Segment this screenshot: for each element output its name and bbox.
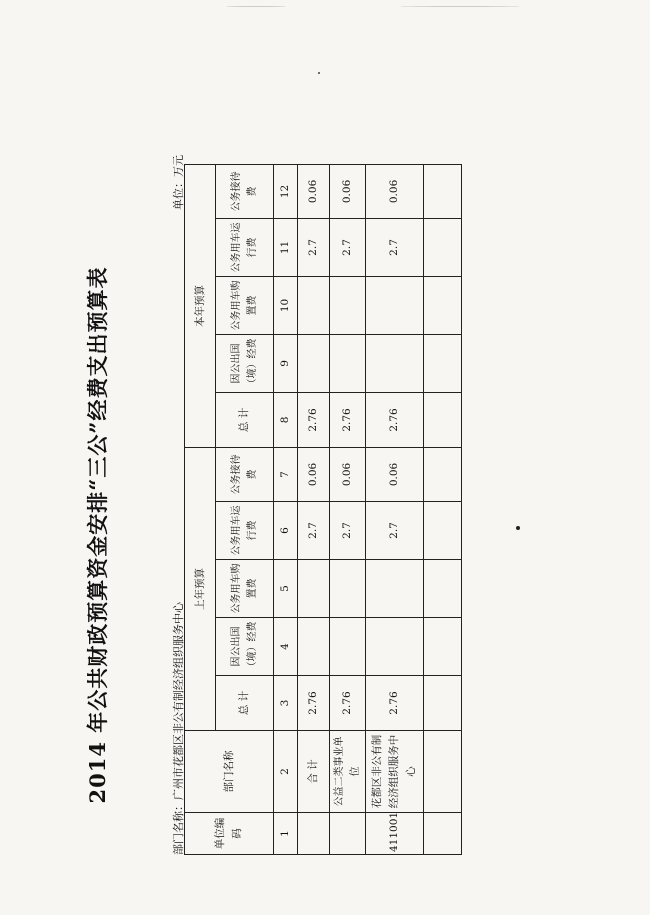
scan-edge-mark xyxy=(226,6,286,7)
col-number: 10 xyxy=(274,276,298,334)
department-label: 部门名称：广州市花都区非公有制经济组织服务中心 xyxy=(172,602,185,855)
col-number: 12 xyxy=(274,164,298,218)
cell-prev-total: 2.76 xyxy=(298,676,330,731)
cell-this-purchase xyxy=(298,276,330,334)
cell-this-total: 2.76 xyxy=(330,392,366,447)
col-number: 8 xyxy=(274,392,298,447)
cell-this-abroad xyxy=(366,334,424,392)
header-code: 单位编码 xyxy=(185,813,274,855)
cell-this-purchase xyxy=(424,276,462,334)
cell-this-abroad xyxy=(424,334,462,392)
cell-this-abroad xyxy=(298,334,330,392)
cell-name: 公益二类事业单位 xyxy=(330,731,366,813)
header-this-year: 本年预算 xyxy=(185,164,216,447)
header-row-1 xyxy=(185,164,216,854)
header-this-reception: 公务接待费 xyxy=(216,164,274,218)
col-number: 6 xyxy=(274,502,298,560)
cell-this-total: 2.76 xyxy=(298,392,330,447)
cell-prev-operation: 2.7 xyxy=(330,502,366,560)
header-this-total: 总 计 xyxy=(216,392,274,447)
header-this-abroad: 因公出国（境）经费 xyxy=(216,334,274,392)
col-number: 11 xyxy=(274,218,298,276)
col-number: 2 xyxy=(274,731,298,813)
cell-prev-abroad xyxy=(330,618,366,676)
unit-label: 单位：万元 xyxy=(172,155,185,210)
col-number: 1 xyxy=(274,813,298,855)
cell-prev-abroad xyxy=(424,618,462,676)
cell-prev-operation: 2.7 xyxy=(366,502,424,560)
header-prev-car-purchase: 公务用车购置费 xyxy=(216,560,274,618)
cell-prev-total: 2.76 xyxy=(330,676,366,731)
cell-prev-reception xyxy=(424,447,462,501)
column-number-row xyxy=(274,164,298,854)
cell-this-reception: 0.06 xyxy=(330,164,366,218)
cell-prev-operation xyxy=(424,502,462,560)
cell-prev-total: 2.76 xyxy=(366,676,424,731)
cell-prev-purchase xyxy=(330,560,366,618)
cell-code xyxy=(330,813,366,855)
table-row xyxy=(298,164,330,854)
scan-edge-mark xyxy=(400,6,520,7)
cell-prev-reception: 0.06 xyxy=(330,447,366,501)
cell-prev-purchase xyxy=(424,560,462,618)
cell-this-abroad xyxy=(330,334,366,392)
col-number: 9 xyxy=(274,334,298,392)
col-number: 7 xyxy=(274,447,298,501)
scan-speck xyxy=(516,526,520,530)
cell-name: 花都区非公有制经济组织服务中心 xyxy=(366,731,424,813)
budget-table xyxy=(184,164,462,855)
cell-prev-abroad xyxy=(366,618,424,676)
table-row xyxy=(424,164,462,854)
cell-this-operation xyxy=(424,218,462,276)
cell-name xyxy=(424,731,462,813)
cell-code xyxy=(298,813,330,855)
document-title: 2014 年公共财政预算资金安排“三公”经费支出预算表 xyxy=(85,266,110,804)
header-this-car-purchase: 公务用车购置费 xyxy=(216,276,274,334)
cell-this-total: 2.76 xyxy=(366,392,424,447)
cell-this-operation: 2.7 xyxy=(330,218,366,276)
cell-this-purchase xyxy=(366,276,424,334)
header-prev-year: 上年预算 xyxy=(185,447,216,730)
col-number: 5 xyxy=(274,560,298,618)
cell-prev-reception: 0.06 xyxy=(366,447,424,501)
table-row xyxy=(366,164,424,854)
cell-this-reception: 0.06 xyxy=(298,164,330,218)
header-prev-car-operation: 公务用车运行费 xyxy=(216,502,274,560)
cell-prev-abroad xyxy=(298,618,330,676)
rotated-document xyxy=(82,155,522,915)
table-row xyxy=(330,164,366,854)
cell-prev-total xyxy=(424,676,462,731)
cell-prev-operation: 2.7 xyxy=(298,502,330,560)
header-prev-total: 总 计 xyxy=(216,676,274,731)
cell-code xyxy=(424,813,462,855)
cell-prev-reception: 0.06 xyxy=(298,447,330,501)
scan-speck xyxy=(318,72,320,74)
col-number: 3 xyxy=(274,676,298,731)
header-prev-reception: 公务接待费 xyxy=(216,447,274,501)
cell-this-operation: 2.7 xyxy=(298,218,330,276)
cell-name: 合 计 xyxy=(298,731,330,813)
cell-this-reception: 0.06 xyxy=(366,164,424,218)
cell-this-total xyxy=(424,392,462,447)
header-name: 部门名称 xyxy=(185,731,274,813)
cell-this-operation: 2.7 xyxy=(366,218,424,276)
col-number: 4 xyxy=(274,618,298,676)
cell-code: 411001 xyxy=(366,813,424,855)
cell-prev-purchase xyxy=(298,560,330,618)
cell-this-purchase xyxy=(330,276,366,334)
cell-prev-purchase xyxy=(366,560,424,618)
header-this-car-operation: 公务用车运行费 xyxy=(216,218,274,276)
header-prev-abroad: 因公出国（境）经费 xyxy=(216,618,274,676)
cell-this-reception xyxy=(424,164,462,218)
